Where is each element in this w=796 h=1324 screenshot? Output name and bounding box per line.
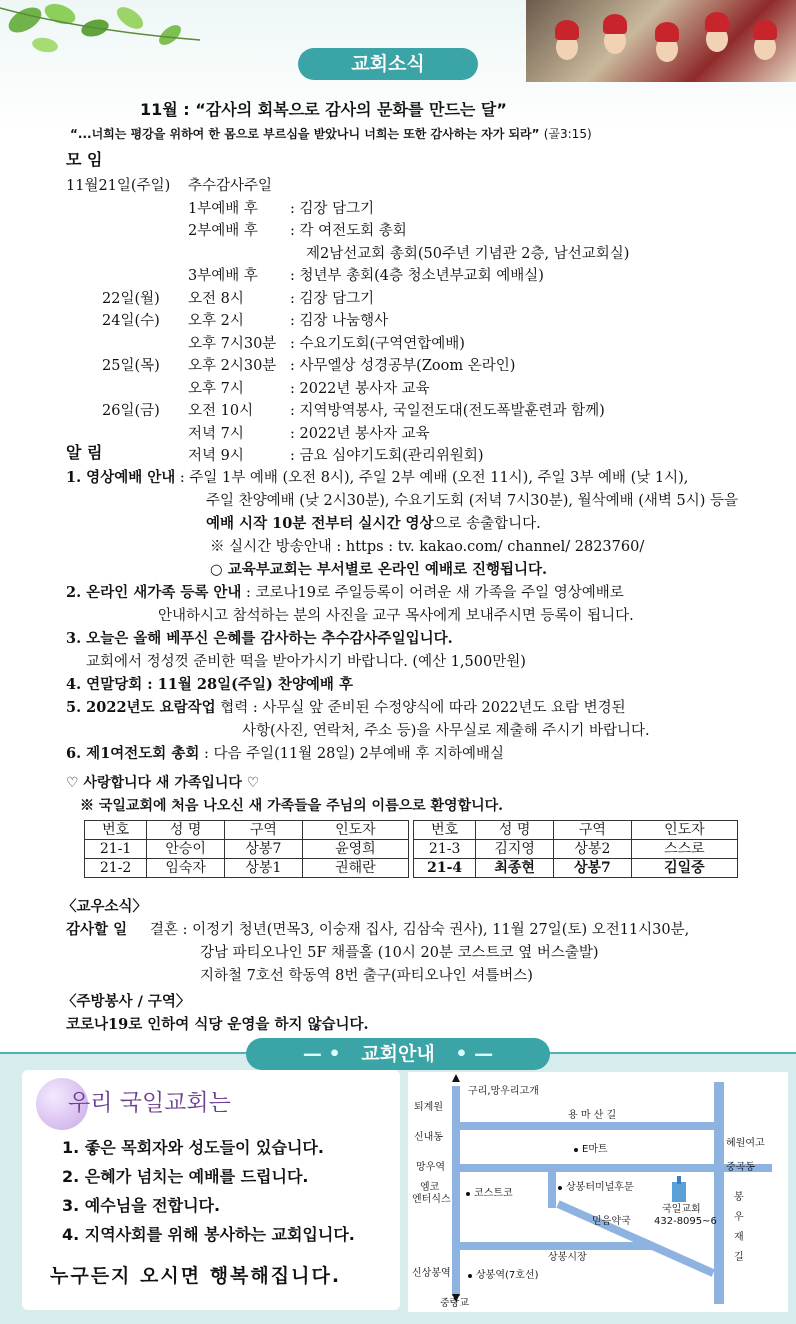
table-cell: 김지영 xyxy=(476,840,554,859)
map-label-pharmacy: 믿음약국 xyxy=(592,1216,631,1227)
meeting-desc: : 지역방역봉사, 국일전도대(전도폭발훈련과 함께) xyxy=(290,403,605,419)
notice-1-line-2: 주일 찬양예배 (낮 2시30분), 수요기도회 (저녁 7시30분), 월삭예배 (새벽 5시) 등을 xyxy=(206,493,739,509)
notice-2-line-2: 안내하시고 참석하는 분의 사진을 교구 목사에게 보내주시면 등록이 됩니다. xyxy=(158,608,634,624)
map-label-toegyewon: 퇴계원 xyxy=(414,1102,443,1113)
notice-3-line-2: 교회에서 정성껏 준비한 떡을 받아가시기 바랍니다. (예산 1,500만원) xyxy=(86,654,526,670)
north-arrow-icon xyxy=(452,1074,460,1082)
notice-1-line-3 xyxy=(206,514,541,534)
notice-1-tail: 으로 송출합니다. xyxy=(433,516,541,532)
table-cell: 21-2 xyxy=(85,859,147,878)
table-cell: 21-4 xyxy=(414,859,476,878)
map-label-sangbong-market: 상봉시장 xyxy=(548,1252,587,1263)
table-cell: 김일중 xyxy=(631,859,737,878)
meeting-time: 오전 10시 xyxy=(188,403,254,419)
table-cell: 윤영희 xyxy=(302,840,408,859)
member-news-heading: 〈교우소식〉 xyxy=(62,899,148,915)
meeting-time: 오전 8시 xyxy=(188,290,244,307)
new-members-subtitle: ※ 국일교회에 처음 나오신 새 가족들을 주님의 이름으로 환영합니다. xyxy=(80,798,504,814)
sangbong-station-dot-icon xyxy=(468,1274,472,1278)
map-label-terminal: 상봉터미널후문 xyxy=(566,1182,634,1193)
meeting-date: 11월21일(주일) xyxy=(66,178,171,194)
map-label-hyewon: 혜원여고 xyxy=(726,1138,765,1149)
notice-6 xyxy=(66,744,504,764)
map-road-bottom xyxy=(452,1242,652,1250)
meeting-time: 저녁 9시 xyxy=(188,448,244,464)
meeting-time: 오후 2시30분 xyxy=(188,358,277,374)
kitchen-heading: 〈주방봉사 / 구역〉 xyxy=(62,994,191,1010)
notice-1-emphasis: 예배 시작 10분 전부터 실시간 영상 xyxy=(206,515,434,532)
map-label-gil: 길 xyxy=(734,1252,744,1263)
map-label-yongmasan: 용 마 산 길 xyxy=(568,1110,617,1121)
map-label-u: 우 xyxy=(734,1212,744,1223)
notice-6-label: 6. 제1여전도회 총회 xyxy=(66,745,200,762)
notice-5-text: 협력 : 사무실 앞 준비된 수정양식에 따라 2022년도 요람 변경된 xyxy=(215,700,626,716)
monthly-theme: 11월 : “감사의 회복으로 감사의 문화를 만드는 달” xyxy=(140,100,507,119)
table-row xyxy=(414,859,738,878)
notice-5-line-1 xyxy=(66,698,626,718)
map-label-north: 구리,망우리고개 xyxy=(468,1086,539,1097)
emart-dot-icon xyxy=(574,1148,578,1152)
map-label-south: 중랑교 xyxy=(440,1298,469,1309)
church-building-icon xyxy=(670,1176,688,1202)
notice-5-label: 5. 2022년도 요람작업 xyxy=(66,699,216,716)
meeting-desc: : 금요 심야기도회(관리위원회) xyxy=(290,448,484,464)
map-label-manguyeok: 망우역 xyxy=(416,1162,445,1173)
meeting-desc: : 김장 담그기 xyxy=(290,290,375,307)
notice-2-line-1 xyxy=(66,583,624,603)
notice-1-text: : 주일 1부 예배 (오전 8시), 주일 2부 예배 (오전 11시), 주일 3부 예배 (낮 1시), xyxy=(175,470,689,486)
map-label-church: 국일교회 xyxy=(662,1204,701,1215)
map-road-vertical-right xyxy=(714,1082,724,1304)
map-label-junggok: 중곡동 xyxy=(726,1162,755,1173)
new-members-table-left xyxy=(84,820,409,878)
notice-2-text: : 코로나19로 주일등록이 어려운 새 가족을 주일 영상예배로 xyxy=(241,585,624,601)
meeting-date: 22일(월) xyxy=(102,290,160,307)
meeting-desc: : 사무엘상 성경공부(Zoom 온라인) xyxy=(290,358,516,374)
member-news-label: 감사할 일 xyxy=(66,922,128,938)
notice-1-education: ○ 교육부교회는 부서별로 온라인 예배로 진행됩니다. xyxy=(210,561,548,578)
table-header-cell: 번호 xyxy=(85,821,147,840)
member-news-line-3: 지하철 7호선 학동역 8번 출구(파티오나인 셔틀버스) xyxy=(200,968,533,984)
map-label-entersix: 엔터식스 xyxy=(412,1194,451,1205)
new-members-table-right xyxy=(413,820,738,878)
map-label-costco: 코스트코 xyxy=(474,1188,513,1199)
card-item-1: 1. 좋은 목회자와 성도들이 있습니다. xyxy=(62,1138,324,1157)
card-item-2: 2. 은혜가 넘치는 예배를 드립니다. xyxy=(62,1167,309,1186)
meeting-date: 26일(금) xyxy=(102,403,160,419)
meeting-desc: : 수요기도회(구역연합예배) xyxy=(290,335,465,352)
table-header-cell: 성 명 xyxy=(476,821,554,840)
verse-ref: (골3:15) xyxy=(543,127,592,141)
meeting-desc: : 2022년 봉사자 교육 xyxy=(290,380,430,397)
meeting-time: 2부예배 후 xyxy=(188,223,258,239)
map-road-short xyxy=(548,1172,556,1208)
notice-1-line-1 xyxy=(66,468,688,488)
leaves-decoration-icon xyxy=(0,0,230,80)
choir-photo xyxy=(526,0,796,82)
costco-dot-icon xyxy=(466,1192,470,1196)
map-label-bong: 봉 xyxy=(734,1192,744,1203)
notice-1-broadcast-link[interactable]: ※ 실시간 방송안내 : https : tv. kakao.com/ channel/ 2823760/ xyxy=(210,539,645,555)
notices-heading: 알 림 xyxy=(66,443,103,462)
meeting-time: 저녁 7시 xyxy=(188,425,244,442)
table-header-cell: 인도자 xyxy=(302,821,408,840)
table-cell: 상봉7 xyxy=(225,840,303,859)
notice-4 xyxy=(66,675,353,695)
meeting-desc: : 김장 나눔행사 xyxy=(290,313,389,329)
meeting-desc: : 각 여전도회 총회 xyxy=(290,223,407,239)
meeting-desc: 제2남선교회 총회(50주년 기념관 2층, 남선교회실) xyxy=(306,245,630,262)
church-info-title: 교회안내 xyxy=(361,1043,435,1065)
location-map xyxy=(408,1072,788,1312)
card-item-3: 3. 예수님을 전합니다. xyxy=(62,1196,221,1215)
notice-6-text: : 다음 주일(11월 28일) 2부예배 후 지하예배실 xyxy=(199,746,505,762)
kitchen-text: 코로나19로 인하여 식당 운영을 하지 않습니다. xyxy=(66,1016,369,1033)
table-header-cell: 인도자 xyxy=(631,821,737,840)
new-members-heading: ♡ 사랑합니다 새 가족입니다 ♡ xyxy=(66,775,260,791)
table-row xyxy=(85,859,409,878)
notice-2-label: 2. 온라인 새가족 등록 안내 xyxy=(66,584,242,601)
meetings-heading: 모 임 xyxy=(66,150,103,169)
section-title-pill xyxy=(298,48,478,80)
table-header-cell: 번호 xyxy=(414,821,476,840)
member-news-line-1: 결혼 : 이정기 청년(면목3, 이숭재 집사, 김삼숙 권사), 11월 27일(토) 오전11시30분, xyxy=(150,922,690,938)
meeting-time: 오후 2시 xyxy=(188,313,244,329)
table-cell: 상봉2 xyxy=(554,840,632,859)
table-row xyxy=(414,840,738,859)
table-cell: 최종현 xyxy=(476,859,554,878)
meeting-time: 오후 7시 xyxy=(188,380,244,397)
map-label-sangbong-station: 상봉역(7호선) xyxy=(476,1270,539,1281)
meeting-date: 24일(수) xyxy=(102,313,160,329)
member-news-line-2: 강남 파티오나인 5F 채플홀 (10시 20분 코스트코 옆 버스출발) xyxy=(200,945,599,961)
map-label-emart: E마트 xyxy=(582,1144,608,1155)
verse-text: “...너희는 평강을 위하여 한 몸으로 부르심을 받았나니 너희는 또한 감사하는 자가 되라” xyxy=(70,127,540,141)
terminal-dot-icon xyxy=(558,1186,562,1190)
notice-4-text: : 11월 28일(주일) 찬양예배 후 xyxy=(142,676,353,693)
map-label-church-phone: 432-8095~6 xyxy=(654,1216,717,1227)
meeting-time: 오후 7시30분 xyxy=(188,335,277,352)
meeting-time: 3부예배 후 xyxy=(188,268,258,284)
table-cell: 21-3 xyxy=(414,840,476,859)
meeting-desc: : 청년부 총회(4층 청소년부교회 예배실) xyxy=(290,268,544,284)
map-road-vertical-left xyxy=(452,1086,460,1296)
church-intro-card xyxy=(22,1070,400,1310)
church-info-title-pill: — • 교회안내 • — xyxy=(246,1038,550,1070)
meeting-desc: : 2022년 봉사자 교육 xyxy=(290,425,430,442)
table-cell: 임숙자 xyxy=(147,859,225,878)
table-header-cell: 성 명 xyxy=(147,821,225,840)
table-cell: 상봉1 xyxy=(225,859,303,878)
section-title: 교회소식 xyxy=(351,53,425,75)
meeting-date: 25일(목) xyxy=(102,358,160,374)
table-cell: 안승이 xyxy=(147,840,225,859)
map-road-mangu xyxy=(452,1164,772,1172)
table-header-cell: 구역 xyxy=(225,821,303,840)
table-cell: 21-1 xyxy=(85,840,147,859)
meeting-time: 1부예배 후 xyxy=(188,200,258,217)
card-closing: 누구든지 오시면 행복해집니다. xyxy=(50,1265,342,1287)
notice-1-label: 1. 영상예배 안내 xyxy=(66,469,176,486)
table-cell: 상봉7 xyxy=(554,859,632,878)
table-header-cell: 구역 xyxy=(554,821,632,840)
table-cell: 권해란 xyxy=(302,859,408,878)
theme-verse xyxy=(70,124,592,144)
card-title: 우리 국일교회는 xyxy=(68,1090,231,1116)
table-cell: 스스로 xyxy=(631,840,737,859)
map-road-yongmasan xyxy=(452,1122,724,1130)
meeting-desc: : 김장 담그기 xyxy=(290,200,375,217)
table-row xyxy=(85,840,409,859)
notice-5-line-2: 사항(사진, 연락처, 주소 등)을 사무실로 제출해 주시기 바랍니다. xyxy=(242,723,650,739)
notice-4-label: 4. 연말당회 xyxy=(66,676,143,693)
card-item-4: 4. 지역사회를 위해 봉사하는 교회입니다. xyxy=(62,1225,355,1244)
map-label-jae: 재 xyxy=(734,1232,744,1243)
notice-3-line-1: 3. 오늘은 올해 베푸신 은혜를 감사하는 추수감사주일입니다. xyxy=(66,630,453,647)
meeting-time: 추수감사주일 xyxy=(188,178,273,194)
map-label-emco: 엠코 xyxy=(420,1182,440,1193)
map-label-sinsangbong: 신상봉역 xyxy=(412,1268,451,1279)
map-label-sinnae: 신내동 xyxy=(414,1132,443,1143)
